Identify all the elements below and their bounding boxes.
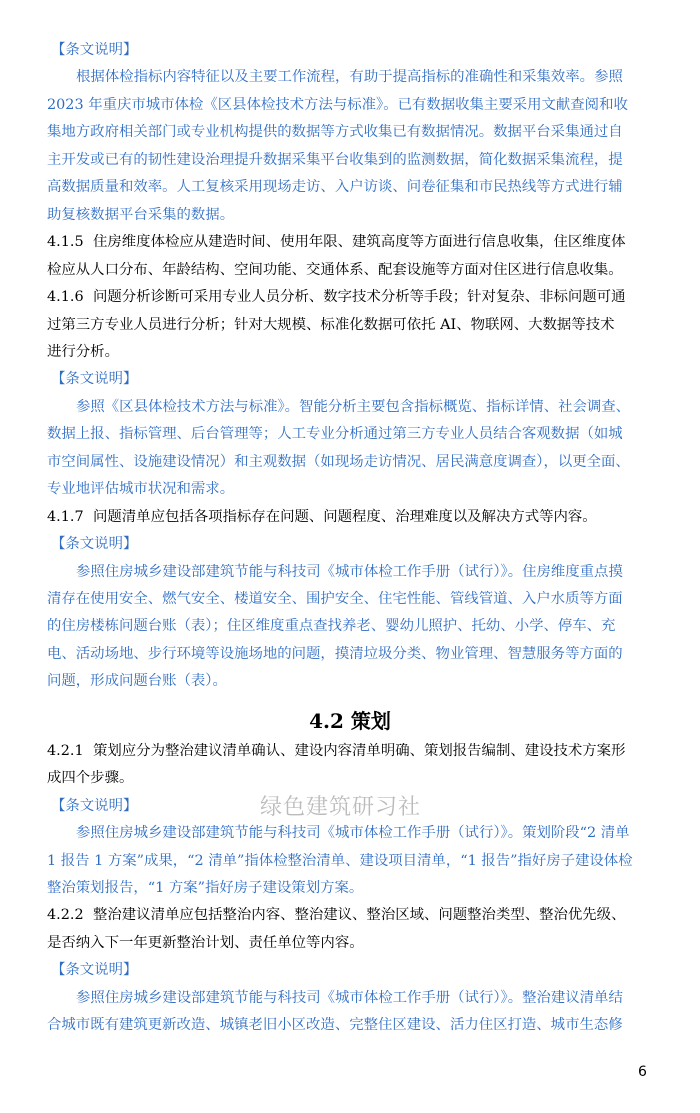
clause-line — [47, 287, 659, 307]
line-text: 进行分析。 — [47, 343, 119, 360]
text-line — [47, 122, 659, 142]
line-text: 高数据质量和效率。人工复核采用现场走访、入户访谈、问卷征集和市民热线等方式进行辅 — [47, 179, 623, 196]
line-text: 市空间属性、设施建设情况）和主观数据（如现场走访情况、居民满意度调查），以更全面、 — [47, 453, 630, 470]
text-line — [76, 988, 659, 1008]
text-line — [47, 177, 659, 197]
line-text: 检应从人口分布、年龄结构、空间功能、交通体系、配套设施等方面对住区进行信息收集。 — [47, 261, 623, 278]
line-text: 【条文说明】 — [51, 962, 138, 979]
line-text: 参照住房城乡建设部建筑节能与科技司《城市体检工作手册（试行）》。策划阶段“2 清单 — [76, 825, 630, 842]
line-text: 问题清单应包括各项指标存在问题、问题程度、治理难度以及解决方式等内容。 — [93, 508, 597, 525]
line-text: 【条文说明】 — [51, 797, 138, 814]
line-text: 助复核数据平台采集的数据。 — [47, 206, 235, 223]
line-text: 【条文说明】 — [51, 371, 138, 388]
clause-number: 4.1.5 — [47, 234, 84, 251]
line-text: 参照住房城乡建设部建筑节能与科技司《城市体检工作手册（试行）》。整治建议清单结 — [76, 989, 623, 1006]
text-line — [47, 479, 659, 499]
line-text: 根据体检指标内容特征以及主要工作流程，有助于提高指标的准确性和采集效率。参照 — [76, 69, 623, 86]
text-line — [47, 878, 659, 898]
commentary-label — [51, 534, 663, 554]
clause-number: 4.2.2 — [47, 907, 84, 924]
text-line — [47, 342, 659, 362]
text-line — [47, 589, 659, 609]
line-text: 清存在使用安全、燃气安全、楼道安全、围护安全、住宅性能、管线管道、入户水质等方面 — [47, 591, 623, 607]
text-line — [47, 452, 659, 472]
line-text: 【条文说明】 — [51, 536, 138, 553]
clause-line — [47, 232, 659, 252]
line-text: 合城市既有建筑更新改造、城镇老旧小区改造、完整住区建设、活力住区打造、城市生态修 — [47, 1017, 623, 1033]
clause-line — [47, 741, 659, 761]
line-text: 问题分析诊断可采用专业人员分析、数字技术分析等手段；针对复杂、非标问题可通 — [93, 289, 626, 306]
line-text: 【条文说明】 — [51, 42, 138, 58]
text-line — [47, 671, 659, 691]
line-text: 成四个步骤。 — [47, 770, 134, 787]
text-line — [47, 424, 659, 444]
clause-number: 4.2.1 — [47, 743, 84, 759]
line-text: 电、活动场地、步行环境等设施场地的问题，摸清垃圾分类、物业管理、智慧服务等方面的 — [47, 645, 623, 662]
text-line — [47, 150, 659, 170]
text-line — [47, 315, 659, 335]
text-line — [47, 768, 659, 788]
page-number: 6 — [638, 1064, 647, 1080]
line-text: 整治策划报告，“1 方案”指好房子建设策划方案。 — [47, 880, 364, 896]
section-heading: 4.2 策划 — [309, 709, 391, 733]
text-line — [47, 644, 659, 664]
text-line — [47, 205, 659, 225]
text-line — [47, 616, 659, 636]
line-text: 整治建议清单应包括整治内容、整治建议、整治区域、问题整治类型、整治优先级、 — [93, 907, 626, 924]
line-text: 数据上报、指标管理、后台管理等；人工专业分析通过第三方专业人员结合客观数据（如城 — [47, 426, 623, 443]
line-text: 的住房楼栋问题台账（表）；住区维度重点查找养老、婴幼儿照护、托幼、小学、停车、充 — [47, 618, 616, 635]
watermark-text: 绿色建筑研习社 — [260, 795, 422, 820]
commentary-label — [51, 960, 663, 980]
commentary-label — [51, 40, 663, 60]
text-line — [76, 67, 659, 87]
text-line — [76, 562, 659, 582]
line-text: 主开发或已有的韧性建设治理提升数据采集平台收集到的监测数据，简化数据采集流程，提 — [47, 151, 623, 168]
line-text: 是否纳入下一年更新整治计划、责任单位等内容。 — [47, 934, 364, 951]
clause-number: 4.1.7 — [47, 508, 84, 525]
text-line — [76, 823, 659, 843]
line-text: 集地方政府相关部门或专业机构提供的数据等方式收集已有数据情况。数据平台采集通过自 — [47, 124, 623, 141]
text-line — [47, 1015, 659, 1035]
clause-number: 4.1.6 — [47, 289, 84, 306]
text-line — [47, 95, 659, 115]
line-text: 专业地评估城市状况和需求。 — [47, 481, 235, 498]
line-text: 参照住房城乡建设部建筑节能与科技司《城市体检工作手册（试行）》。住房维度重点摸 — [76, 563, 623, 580]
text-line — [47, 933, 659, 953]
clause-line — [47, 905, 659, 925]
text-line — [76, 397, 659, 417]
line-text: 策划应分为整治建议清单确认、建设内容清单明确、策划报告编制、建设技术方案形 — [93, 743, 626, 759]
line-text: 问题，形成问题台账（表）。 — [47, 673, 227, 690]
line-text: 2023 年重庆市城市体检《区县体检技术方法与标准》。已有数据收集主要采用文献查阅和收 — [47, 96, 628, 113]
line-text: 参照《区县体检技术方法与标准》。智能分析主要包含指标概览、指标详情、社会调查、 — [76, 398, 631, 415]
line-text: 住房维度体检应从建造时间、使用年限、建筑高度等方面进行信息收集，住区维度体 — [93, 234, 626, 251]
line-text: 过第三方专业人员进行分析；针对大规模、标准化数据可依托 AI、物联网、大数据等技术 — [47, 316, 615, 333]
text-line — [47, 851, 659, 871]
clause-line — [47, 507, 659, 527]
line-text: 1 报告 1 方案”成果，“2 清单”指体检整治清单、建设项目清单，“1 报告”指好房子建设体检 — [47, 852, 633, 869]
text-line — [47, 260, 659, 280]
commentary-label — [51, 369, 663, 389]
